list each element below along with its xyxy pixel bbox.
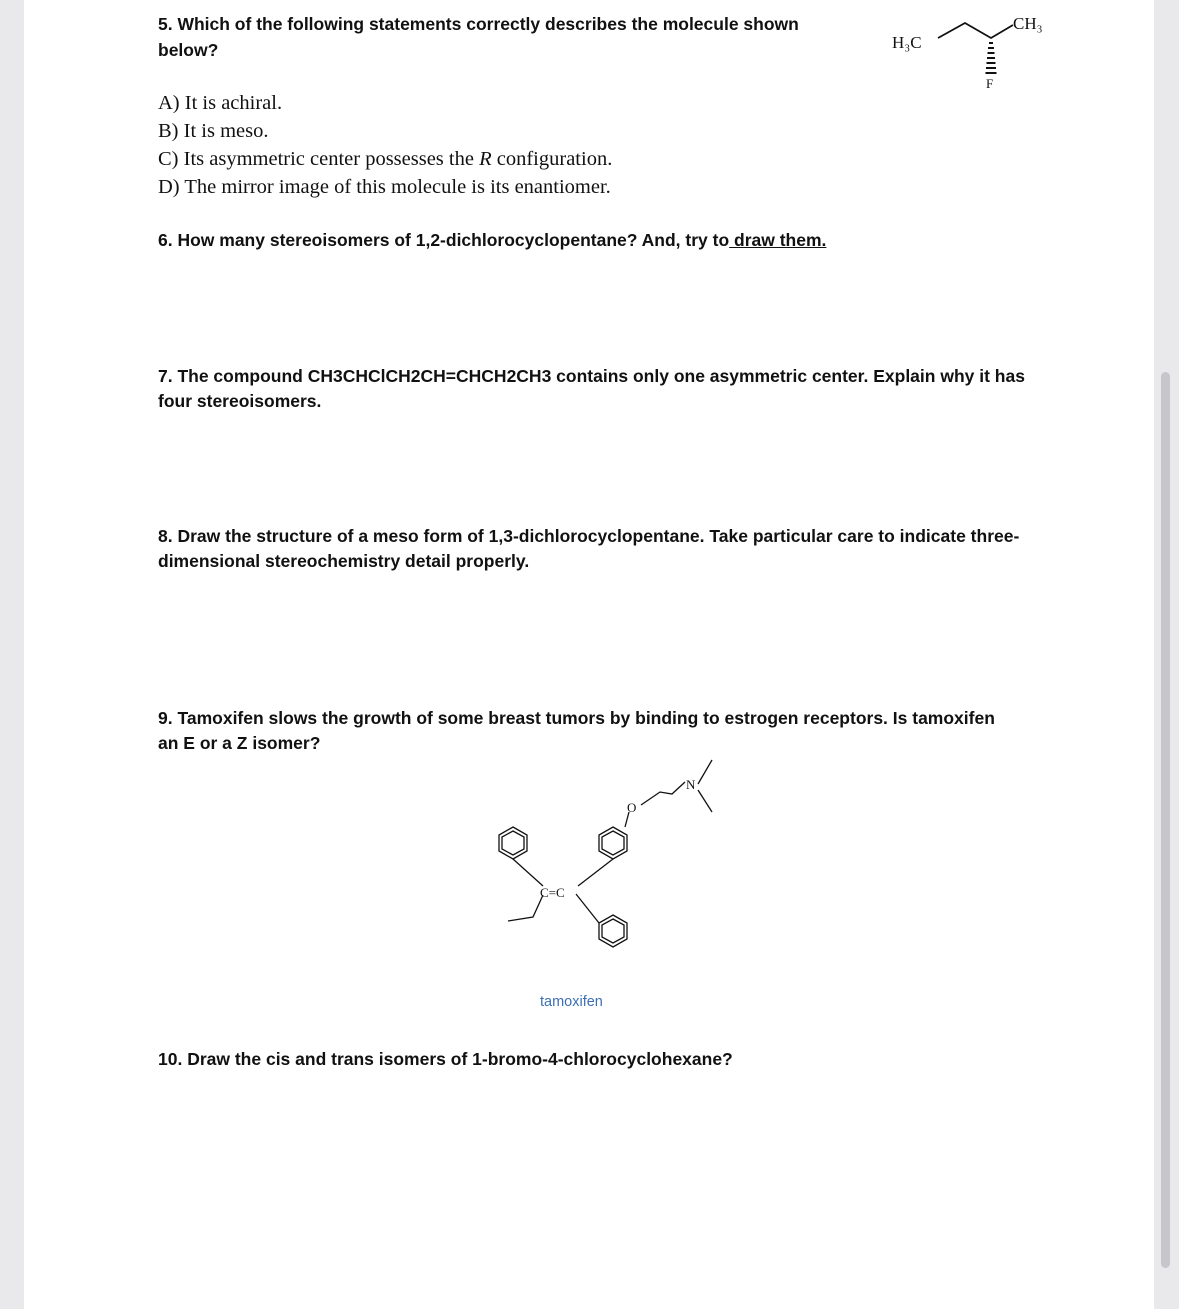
hashed-wedge-bond: [986, 43, 997, 73]
question-7-line1: 7. The compound CH3CHClCH2CH=CHCH2CH3 contains only one asymmetric center. Explain why it has: [158, 366, 1025, 386]
question-10: 10. Draw the cis and trans isomers of 1-bromo-4-chlorocyclohexane?: [158, 1049, 733, 1069]
ch3-label: CH₃: [1013, 14, 1043, 33]
option-c-post: configuration.: [491, 148, 613, 170]
left-phenyl-ring: [499, 827, 527, 859]
carbon-chain-bond: [938, 23, 1013, 38]
h3c-label: H₃C: [892, 33, 922, 52]
q5-molecule-structure: [880, 8, 1060, 93]
nitrogen-label: N: [686, 777, 696, 792]
oxygen-label: O: [627, 800, 637, 815]
lower-phenyl-ring: [599, 915, 627, 947]
option-b: B) It is meso.: [158, 120, 269, 142]
question-5-line1: 5. Which of the following statements correctly describes the molecule shown: [158, 14, 799, 34]
option-d: D) The mirror image of this molecule is its enantiomer.: [158, 176, 611, 198]
question-8-line1: 8. Draw the structure of a meso form of 1,3-dichlorocyclopentane. Take particular care to indicate three-: [158, 526, 1020, 546]
scrollbar-thumb[interactable]: [1161, 372, 1170, 1268]
question-8-line2: dimensional stereochemistry detail properly.: [158, 551, 530, 571]
upper-phenyl-ring: [599, 827, 627, 859]
option-c: [158, 145, 612, 173]
question-9-line2: an E or a Z isomer?: [158, 733, 321, 753]
question-6-text: 6. How many stereoisomers of 1,2-dichlorocyclopentane? And, try to: [158, 230, 730, 250]
option-a: A) It is achiral.: [158, 92, 283, 114]
question-5-options: [158, 89, 612, 201]
question-9-line1: 9. Tamoxifen slows the growth of some breast tumors by binding to estrogen receptors. Is tamoxifen: [158, 708, 995, 728]
tamoxifen-caption: tamoxifen: [540, 994, 603, 1010]
double-bond-label: C=C: [540, 885, 565, 900]
question-5-line2: below?: [158, 40, 219, 60]
option-c-pre: C) Its asymmetric center possesses the: [158, 148, 480, 170]
question-7-line2: four stereoisomers.: [158, 391, 322, 411]
fluorine-label: F: [986, 76, 994, 91]
question-6: [158, 227, 826, 253]
tamoxifen-structure: [490, 750, 730, 975]
option-c-italic: R: [479, 148, 492, 170]
question-6-underlined: draw them.: [729, 230, 827, 250]
